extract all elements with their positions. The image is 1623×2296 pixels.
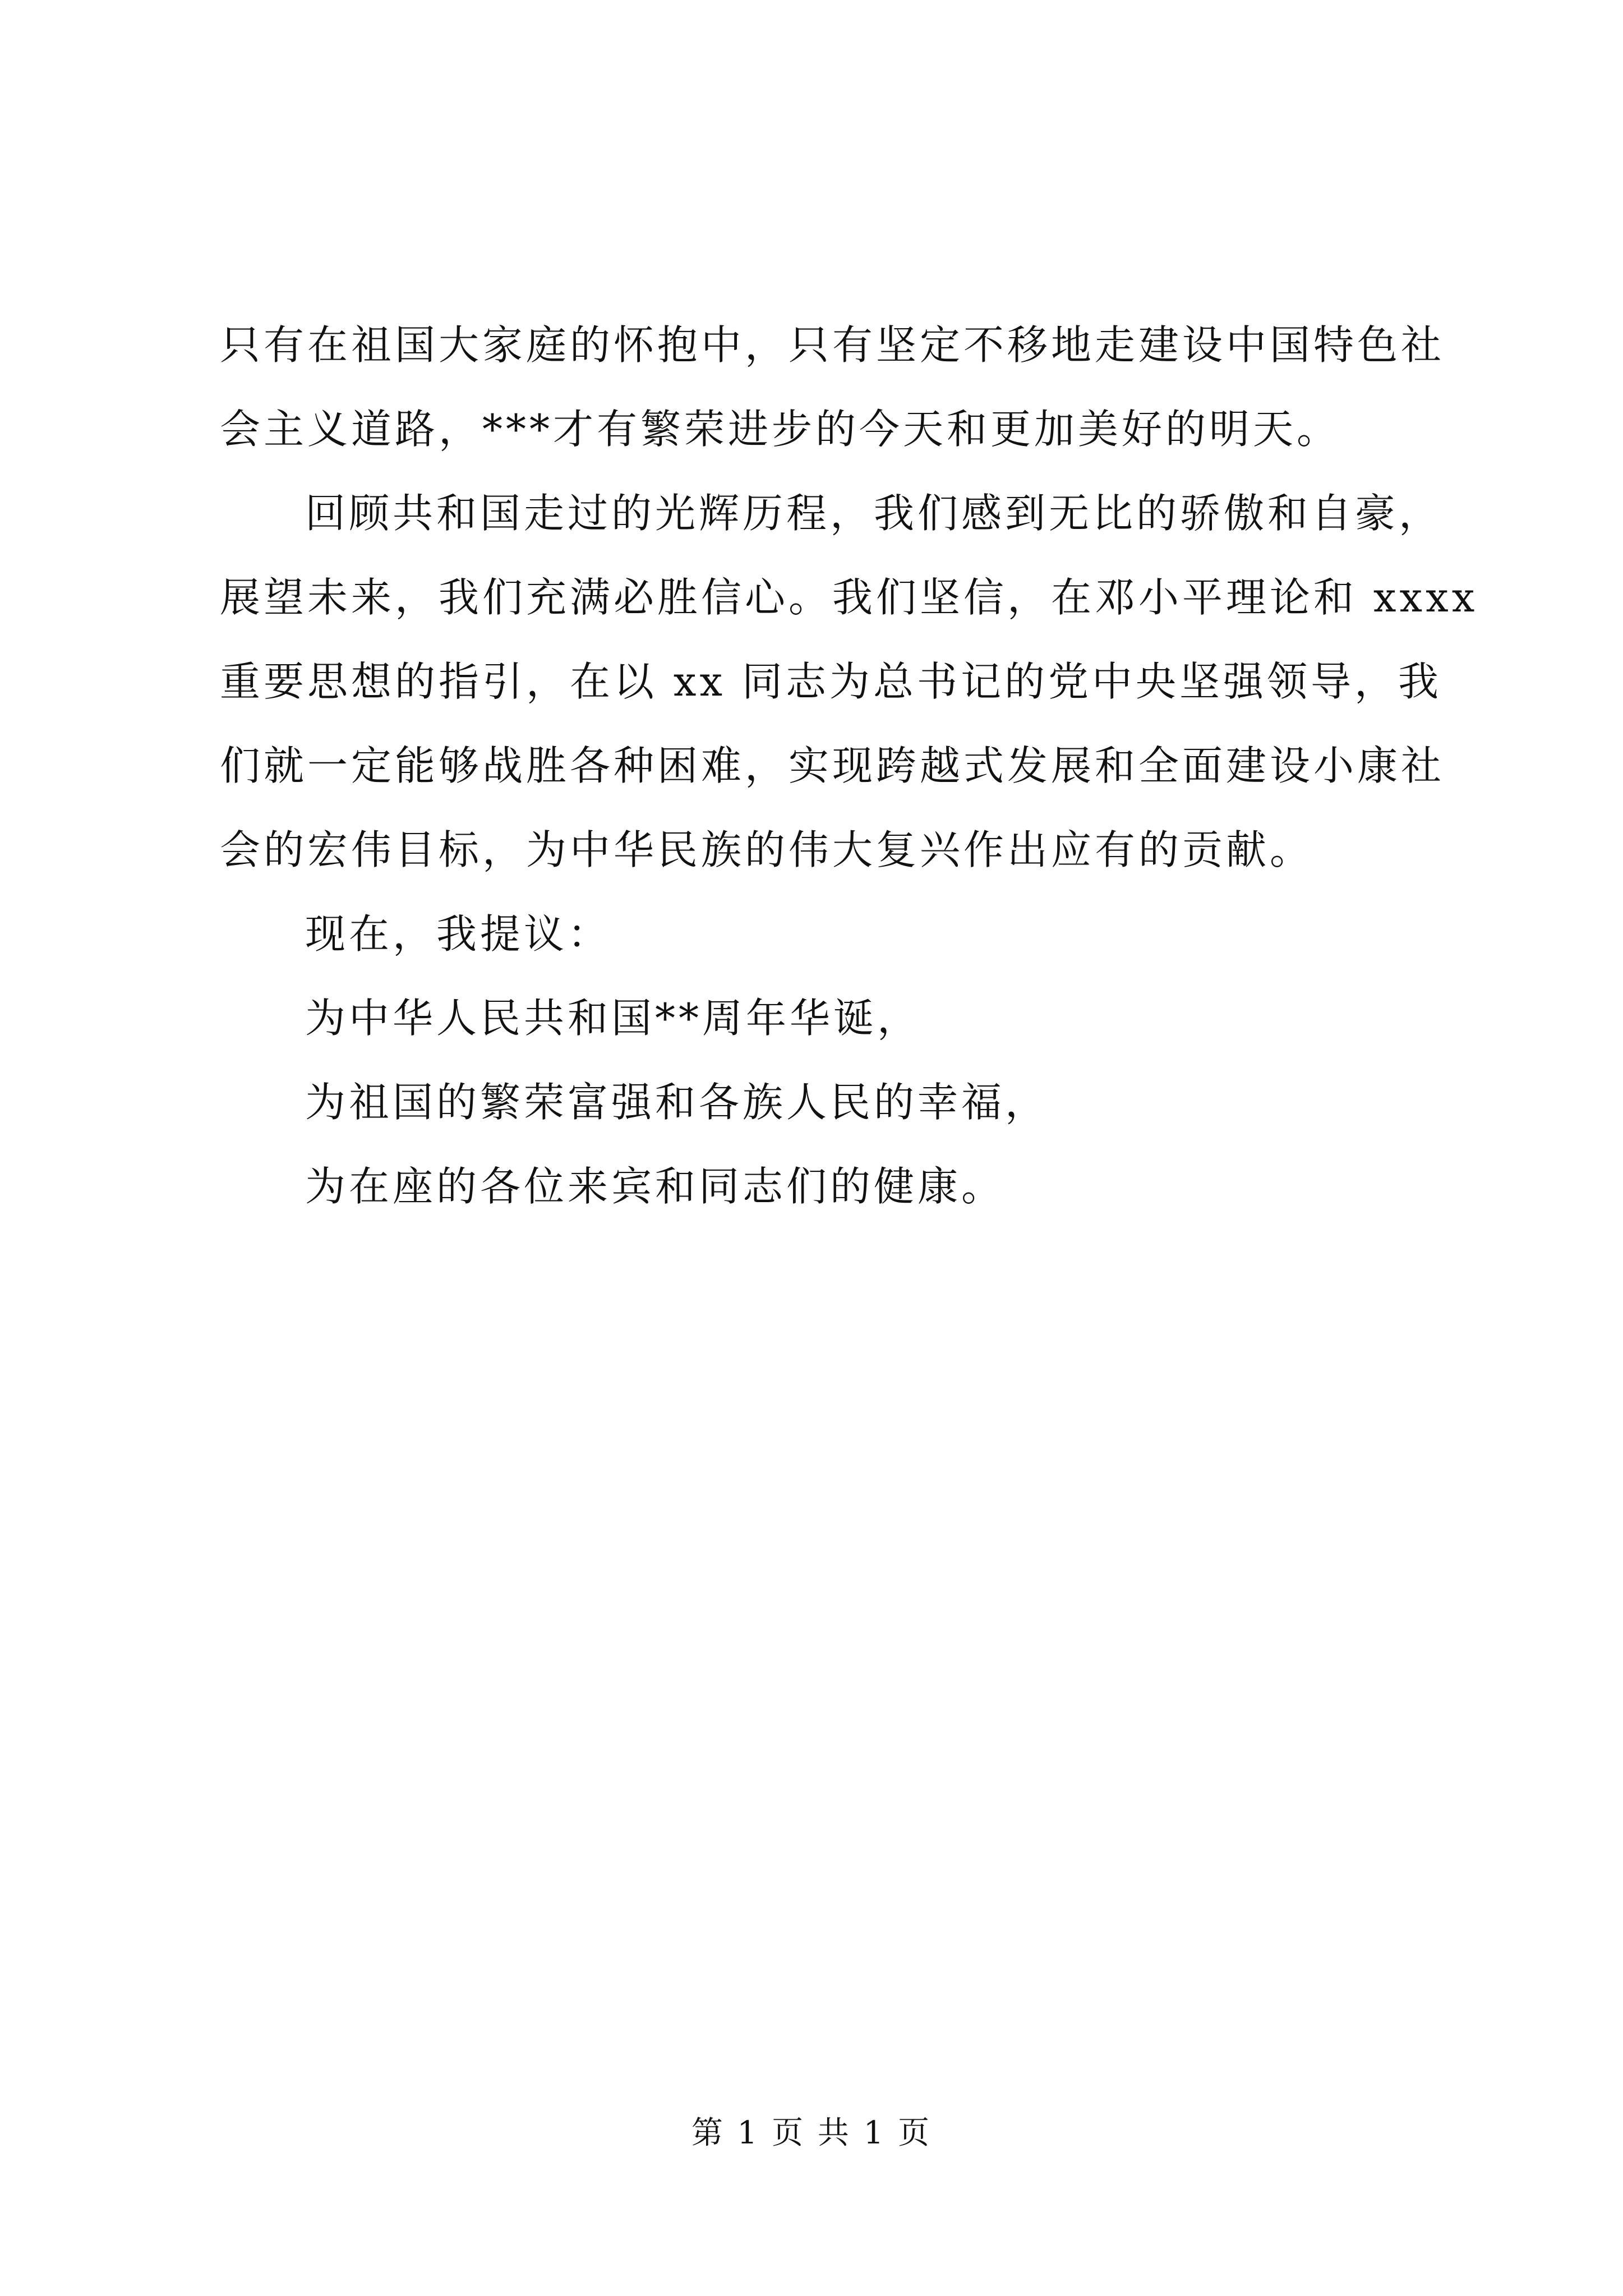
paragraph-line: 会主义道路，***才有繁荣进步的今天和更加美好的明天。 [220,406,1341,453]
paragraph-line: 重要思想的指引，在以 xx 同志为总书记的党中央坚强领导，我 [220,658,1442,705]
page-footer: 第 1 页 共 1 页 [691,2115,932,2151]
paragraph-line: 们就一定能够战胜各种困难，实现跨越式发展和全面建设小康社 [220,742,1445,789]
paragraph-line: 回顾共和国走过的光辉历程，我们感到无比的骄傲和自豪， [305,490,1443,537]
paragraph-line: 只有在祖国大家庭的怀抱中，只有坚定不移地走建设中国特色社 [220,321,1445,369]
toast-line: 为祖国的繁荣富强和各族人民的幸福， [305,1079,1049,1126]
toast-line: 为在座的各位来宾和同志们的健康。 [305,1163,1006,1210]
paragraph-line: 展望未来，我们充满必胜信心。我们坚信，在邓小平理论和 xxxx [220,574,1478,621]
paragraph-line: 会的宏伟目标，为中华民族的伟大复兴作出应有的贡献。 [220,826,1314,873]
toast-line: 为中华人民共和国**周年华诞， [305,995,921,1042]
proposal-intro: 现在，我提议： [305,910,612,958]
document-body [220,303,1478,1228]
